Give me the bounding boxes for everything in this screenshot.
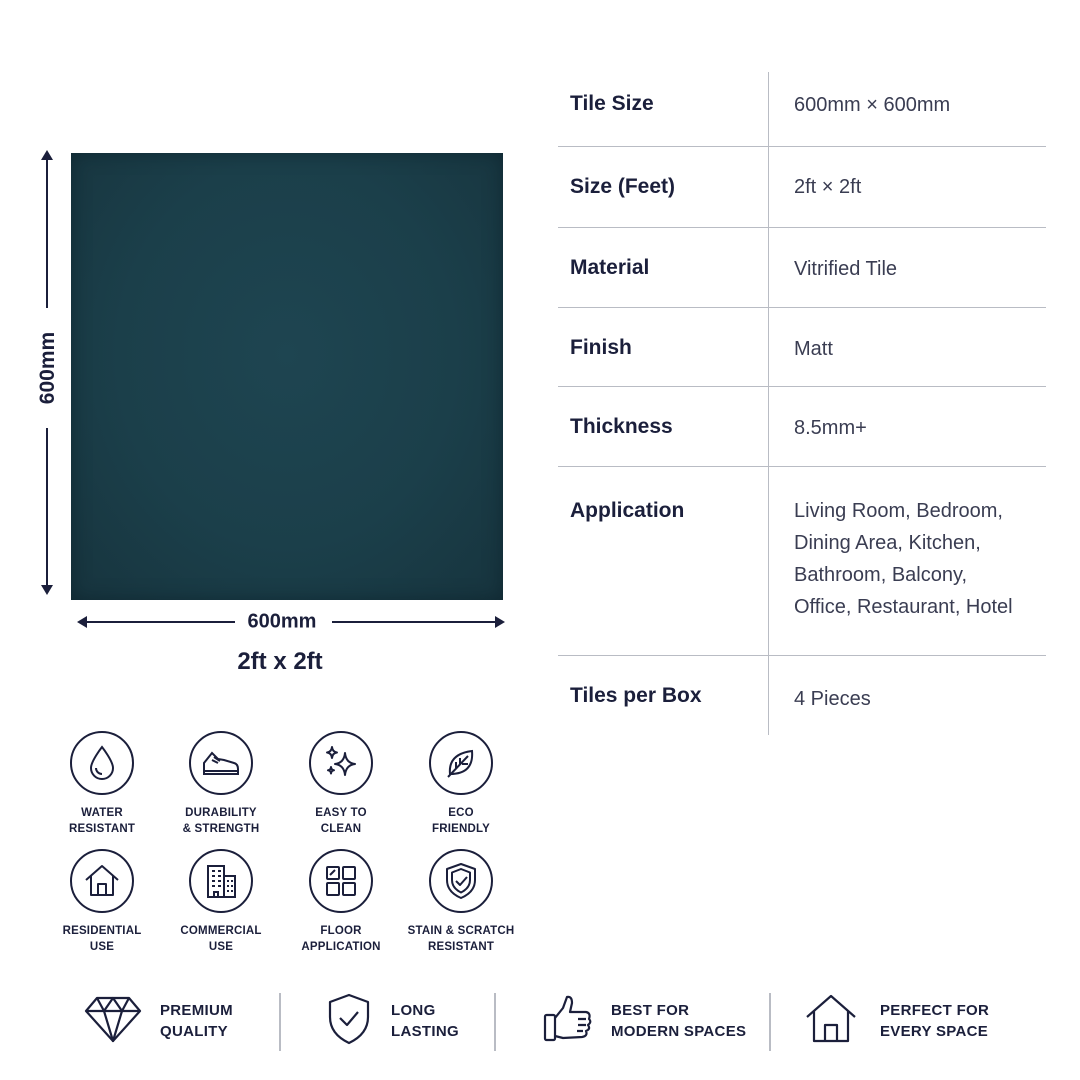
sparkle-icon xyxy=(309,731,373,795)
height-label: 600mm xyxy=(36,331,59,405)
feature-durability xyxy=(151,731,291,837)
building-icon xyxy=(189,849,253,913)
feature-floor-application xyxy=(271,849,411,955)
feature-label-line: APPLICATION xyxy=(301,941,381,953)
spec-row-application xyxy=(558,467,1046,656)
feature-commercial-use xyxy=(151,849,291,955)
spec-row-tile-size xyxy=(558,72,1046,147)
water-drop-icon xyxy=(70,731,134,795)
width-arrow-right xyxy=(495,616,505,628)
badge-divider xyxy=(494,993,496,1051)
badge-label-line: PREMIUM xyxy=(160,1002,233,1019)
width-dimension-line-left xyxy=(85,621,235,623)
badge-premium-quality xyxy=(83,990,233,1052)
spec-value xyxy=(768,656,1046,735)
badge-long-lasting xyxy=(326,990,459,1052)
badge-label-line: PERFECT FOR xyxy=(880,1002,990,1019)
spec-key: Tile Size xyxy=(570,92,654,115)
spec-value xyxy=(768,467,1046,655)
feature-eco-friendly xyxy=(391,731,531,837)
tile-swatch xyxy=(71,153,503,600)
shoe-icon xyxy=(189,731,253,795)
spec-value-line: Matt xyxy=(794,338,833,360)
spec-value-line: 600mm × 600mm xyxy=(794,94,951,116)
spec-row-thickness xyxy=(558,387,1046,467)
badge-label-line: EVERY SPACE xyxy=(880,1023,989,1040)
spec-table xyxy=(558,72,1046,735)
feature-label-line: USE xyxy=(89,941,115,953)
feature-easy-to-clean xyxy=(271,731,411,837)
feature-label-line: CLEAN xyxy=(320,823,362,835)
thumbs-up-icon xyxy=(541,992,595,1051)
badge-divider xyxy=(279,993,281,1051)
spec-value xyxy=(768,387,1046,466)
spec-key: Size (Feet) xyxy=(570,175,676,198)
height-dimension-line-upper xyxy=(46,158,48,308)
height-arrow-bottom xyxy=(41,585,53,595)
spec-row-finish xyxy=(558,308,1046,387)
feature-label-line: FLOOR xyxy=(320,925,362,937)
spec-row-tiles-per-box xyxy=(558,656,1046,735)
diamond-icon xyxy=(83,993,143,1050)
spec-row-size-feet xyxy=(558,147,1046,228)
spec-value-line: Living Room, Bedroom, xyxy=(794,500,1003,522)
spec-key: Finish xyxy=(570,336,632,359)
spec-row-material xyxy=(558,228,1046,308)
shield-check-icon xyxy=(429,849,493,913)
spec-key: Tiles per Box xyxy=(570,684,702,707)
leaf-icon xyxy=(429,731,493,795)
feature-label-line: RESISTANT xyxy=(68,823,136,835)
feature-label-line: RESISTANT xyxy=(427,941,495,953)
spec-key: Application xyxy=(570,499,685,522)
house-icon xyxy=(804,992,858,1051)
spec-value-line: 2ft × 2ft xyxy=(794,176,862,198)
spec-value-line: Vitrified Tile xyxy=(794,258,898,280)
feature-label-line: & STRENGTH xyxy=(182,823,260,835)
feature-label-line: RESIDENTIAL xyxy=(62,925,142,937)
shield-check-icon xyxy=(326,992,372,1051)
feature-label-line: EASY TO xyxy=(315,807,367,819)
spec-value xyxy=(768,308,1046,386)
width-dimension-line-right xyxy=(332,621,497,623)
badge-label-line: BEST FOR xyxy=(611,1002,690,1019)
spec-value-line: Dining Area, Kitchen, xyxy=(794,532,981,554)
spec-key: Material xyxy=(570,256,650,279)
badge-divider xyxy=(769,993,771,1051)
tile-size-caption: 2ft x 2ft xyxy=(237,648,323,675)
spec-value-line: Office, Restaurant, Hotel xyxy=(794,596,1013,618)
height-dimension-line-lower xyxy=(46,428,48,588)
badge-label-line: LASTING xyxy=(391,1023,459,1040)
floor-grid-icon xyxy=(309,849,373,913)
house-icon xyxy=(70,849,134,913)
feature-label-line: ECO xyxy=(448,807,474,819)
badge-label-line: QUALITY xyxy=(160,1023,228,1040)
spec-value xyxy=(768,72,1046,146)
badge-perfect-for-every-space xyxy=(804,990,989,1052)
badge-label-line: MODERN SPACES xyxy=(611,1023,747,1040)
badge-best-for-modern xyxy=(541,990,746,1052)
feature-label-line: USE xyxy=(208,941,234,953)
feature-label-line: WATER xyxy=(81,807,123,819)
feature-label-line: STAIN & SCRATCH xyxy=(407,925,515,937)
badge-label-line: LONG xyxy=(391,1002,436,1019)
feature-label-line: DURABILITY xyxy=(185,807,257,819)
spec-value-line: Bathroom, Balcony, xyxy=(794,564,968,586)
spec-key: Thickness xyxy=(570,415,673,438)
feature-stain-scratch-resistant xyxy=(391,849,531,955)
width-label: 600mm xyxy=(247,610,317,633)
spec-value xyxy=(768,228,1046,307)
feature-label-line: FRIENDLY xyxy=(431,823,491,835)
spec-value-line: 8.5mm+ xyxy=(794,417,867,439)
feature-label-line: COMMERCIAL xyxy=(180,925,262,937)
spec-value-line: 4 Pieces xyxy=(794,688,871,710)
spec-value xyxy=(768,147,1046,227)
